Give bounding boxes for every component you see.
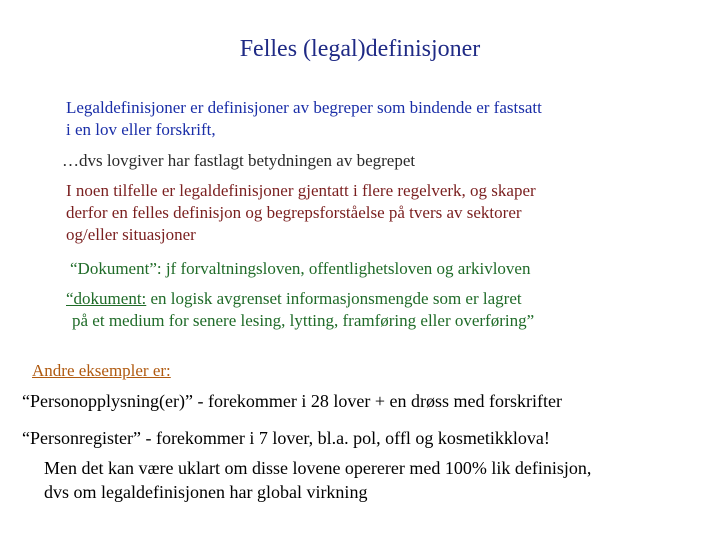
shared-definition-line-1: I noen tilfelle er legaldefinisjoner gjentatt i flere regelverk, og skaper <box>66 181 536 200</box>
example-personregister: “Personregister” - forekommer i 7 lover, bl.a. pol, offl og kosmetikklova! <box>22 428 550 448</box>
dokument-definition-line-1 <box>66 288 534 310</box>
legaldefinition-line-1: Legaldefinisjoner er definisjoner av begreper som bindende er fastsatt <box>66 98 542 117</box>
dokument-definition-line-2: på et medium for senere lesing, lytting, framføring eller overføring” <box>72 311 535 330</box>
dokument-definition-paragraph <box>66 288 534 332</box>
dokument-term: “dokument: <box>66 289 147 308</box>
closing-line-2: dvs om legaldefinisjonen har global virkning <box>44 482 368 502</box>
shared-definition-paragraph <box>66 180 536 246</box>
dokument-definition-rest: en logisk avgrenset informasjonsmengde som er lagret <box>146 289 522 308</box>
dokument-reference-line: “Dokument”: jf forvaltningsloven, offentlighetsloven og arkivloven <box>70 259 531 278</box>
shared-definition-line-3: og/eller situasjoner <box>66 225 196 244</box>
examples-heading: Andre eksempler er: <box>32 361 171 380</box>
shared-definition-line-2: derfor en felles definisjon og begrepsforståelse på tvers av sektorer <box>66 203 522 222</box>
dokument-reference-paragraph <box>70 258 530 280</box>
lawmaker-line: …dvs lovgiver har fastlagt betydningen av begrepet <box>62 151 416 170</box>
lawmaker-paragraph <box>62 150 415 172</box>
closing-paragraph <box>44 456 591 504</box>
example-personopplysning: “Personopplysning(er)” - forekommer i 28 lover + en drøss med forskrifter <box>22 391 562 411</box>
legaldefinition-line-2: i en lov eller forskrift, <box>66 120 216 139</box>
legaldefinition-paragraph <box>66 97 542 141</box>
closing-line-1: Men det kan være uklart om disse lovene opererer med 100% lik definisjon, <box>44 458 592 478</box>
slide-title: Felles (legal)definisjoner <box>239 36 481 62</box>
